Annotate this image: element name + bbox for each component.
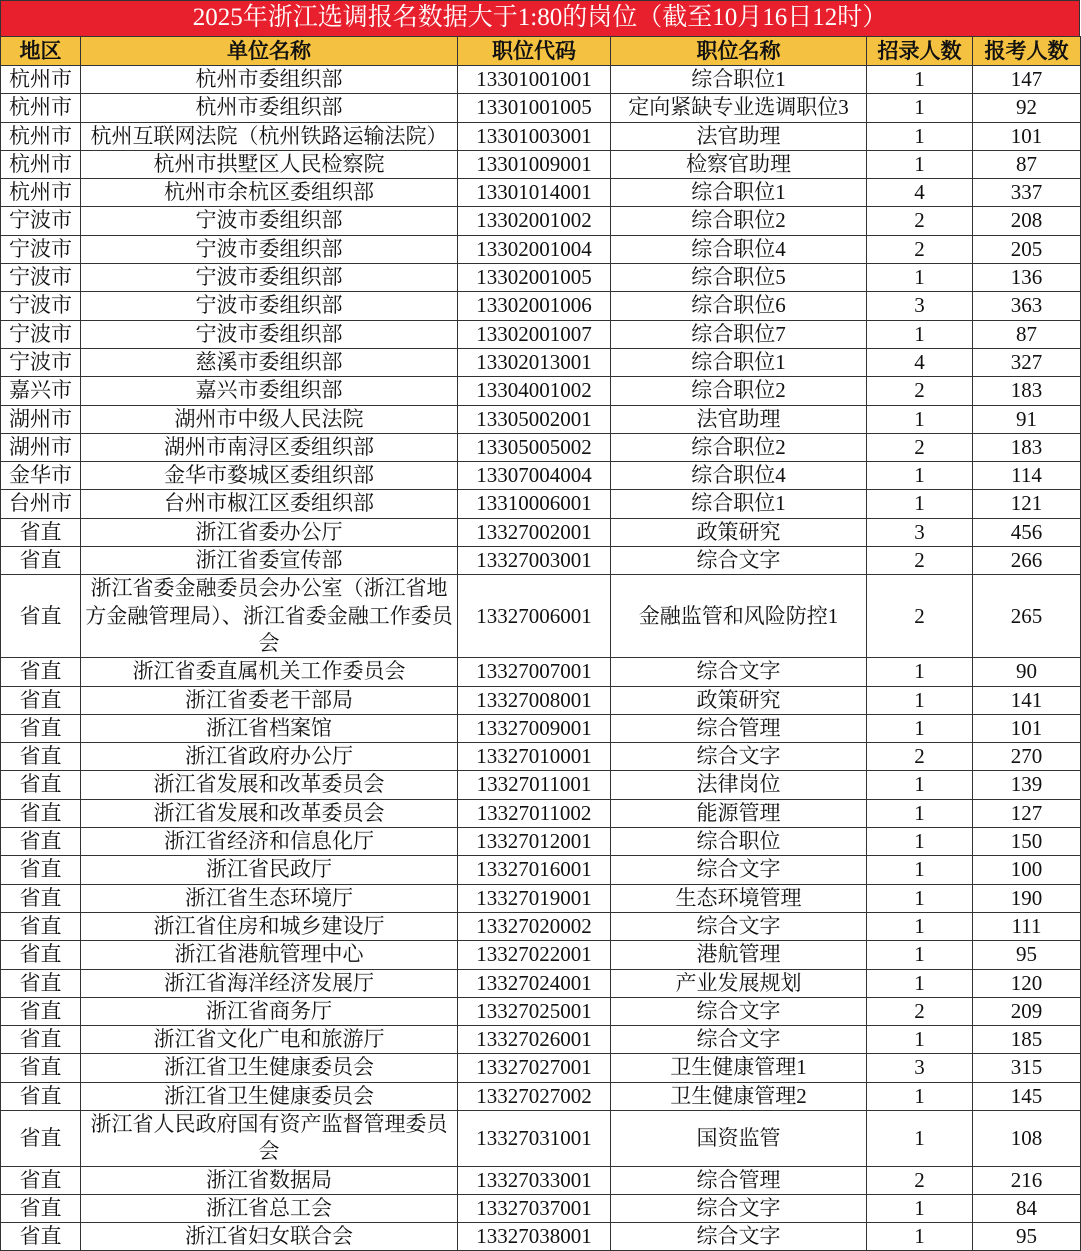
cell-region: 省直 <box>1 1026 81 1054</box>
cell-applicants: 91 <box>973 405 1081 433</box>
cell-position: 法官助理 <box>611 122 867 150</box>
cell-unit: 浙江省总工会 <box>81 1194 458 1222</box>
cell-code: 13327022001 <box>458 941 611 969</box>
cell-position: 法官助理 <box>611 405 867 433</box>
cell-position: 产业发展规划 <box>611 969 867 997</box>
cell-applicants: 121 <box>973 490 1081 518</box>
table-row <box>1 575 1081 658</box>
table-row <box>1 150 1081 178</box>
cell-code: 13327011002 <box>458 799 611 827</box>
cell-quota: 1 <box>867 1082 973 1110</box>
cell-position: 综合职位1 <box>611 66 867 94</box>
cell-quota: 1 <box>867 462 973 490</box>
header-position: 职位名称 <box>611 37 867 66</box>
cell-position: 综合文字 <box>611 547 867 575</box>
table-row <box>1 490 1081 518</box>
cell-applicants: 205 <box>973 235 1081 263</box>
cell-quota: 1 <box>867 150 973 178</box>
cell-unit: 浙江省妇女联合会 <box>81 1223 458 1251</box>
cell-region: 省直 <box>1 828 81 856</box>
cell-quota: 2 <box>867 235 973 263</box>
cell-region: 省直 <box>1 1082 81 1110</box>
table-row <box>1 264 1081 292</box>
cell-code: 13307004004 <box>458 462 611 490</box>
cell-quota: 1 <box>867 828 973 856</box>
cell-applicants: 92 <box>973 94 1081 122</box>
cell-unit: 浙江省政府办公厅 <box>81 743 458 771</box>
cell-quota: 1 <box>867 714 973 742</box>
cell-applicants: 150 <box>973 828 1081 856</box>
cell-region: 省直 <box>1 743 81 771</box>
cell-quota: 1 <box>867 941 973 969</box>
cell-code: 13327008001 <box>458 686 611 714</box>
cell-unit: 慈溪市委组织部 <box>81 348 458 376</box>
cell-unit: 浙江省委老干部局 <box>81 686 458 714</box>
table-row <box>1 94 1081 122</box>
cell-applicants: 270 <box>973 743 1081 771</box>
cell-quota: 1 <box>867 405 973 433</box>
cell-quota: 3 <box>867 518 973 546</box>
table-row <box>1 884 1081 912</box>
cell-applicants: 84 <box>973 1194 1081 1222</box>
cell-unit: 浙江省卫生健康委员会 <box>81 1054 458 1082</box>
cell-code: 13301001005 <box>458 94 611 122</box>
cell-quota: 1 <box>867 969 973 997</box>
cell-applicants: 100 <box>973 856 1081 884</box>
cell-quota: 1 <box>867 320 973 348</box>
cell-quota: 3 <box>867 1054 973 1082</box>
cell-position: 港航管理 <box>611 941 867 969</box>
cell-unit: 浙江省发展和改革委员会 <box>81 771 458 799</box>
cell-code: 13305005002 <box>458 433 611 461</box>
cell-applicants: 216 <box>973 1166 1081 1194</box>
cell-applicants: 190 <box>973 884 1081 912</box>
cell-quota: 1 <box>867 771 973 799</box>
cell-region: 省直 <box>1 686 81 714</box>
cell-quota: 2 <box>867 743 973 771</box>
cell-position: 卫生健康管理2 <box>611 1082 867 1110</box>
cell-region: 杭州市 <box>1 122 81 150</box>
header-code: 职位代码 <box>458 37 611 66</box>
table-row <box>1 462 1081 490</box>
cell-applicants: 95 <box>973 941 1081 969</box>
cell-position: 能源管理 <box>611 799 867 827</box>
cell-quota: 1 <box>867 1194 973 1222</box>
cell-position: 金融监管和风险防控1 <box>611 575 867 658</box>
cell-quota: 1 <box>867 1223 973 1251</box>
cell-code: 13327012001 <box>458 828 611 856</box>
cell-region: 宁波市 <box>1 292 81 320</box>
cell-position: 综合文字 <box>611 743 867 771</box>
cell-unit: 浙江省生态环境厅 <box>81 884 458 912</box>
cell-region: 省直 <box>1 941 81 969</box>
cell-quota: 1 <box>867 1110 973 1166</box>
table-row <box>1 997 1081 1025</box>
cell-code: 13327016001 <box>458 856 611 884</box>
cell-position: 综合职位4 <box>611 462 867 490</box>
cell-unit: 宁波市委组织部 <box>81 235 458 263</box>
table-row <box>1 518 1081 546</box>
cell-unit: 浙江省数据局 <box>81 1166 458 1194</box>
cell-code: 13310006001 <box>458 490 611 518</box>
table-row <box>1 799 1081 827</box>
cell-unit: 宁波市委组织部 <box>81 264 458 292</box>
table-row <box>1 1026 1081 1054</box>
cell-quota: 4 <box>867 179 973 207</box>
table-row <box>1 941 1081 969</box>
cell-unit: 浙江省委办公厅 <box>81 518 458 546</box>
cell-region: 省直 <box>1 969 81 997</box>
cell-position: 综合职位4 <box>611 235 867 263</box>
cell-applicants: 185 <box>973 1026 1081 1054</box>
table-row <box>1 714 1081 742</box>
cell-quota: 1 <box>867 1026 973 1054</box>
cell-position: 综合职位2 <box>611 377 867 405</box>
cell-unit: 杭州互联网法院（杭州铁路运输法院） <box>81 122 458 150</box>
cell-code: 13327009001 <box>458 714 611 742</box>
cell-applicants: 101 <box>973 122 1081 150</box>
cell-position: 法律岗位 <box>611 771 867 799</box>
cell-code: 13327006001 <box>458 575 611 658</box>
table-row <box>1 856 1081 884</box>
cell-unit: 浙江省发展和改革委员会 <box>81 799 458 827</box>
cell-position: 政策研究 <box>611 518 867 546</box>
cell-region: 省直 <box>1 575 81 658</box>
cell-applicants: 95 <box>973 1223 1081 1251</box>
table-row <box>1 405 1081 433</box>
cell-position: 综合职位7 <box>611 320 867 348</box>
table-row <box>1 1166 1081 1194</box>
cell-region: 金华市 <box>1 462 81 490</box>
cell-code: 13301001001 <box>458 66 611 94</box>
cell-applicants: 101 <box>973 714 1081 742</box>
cell-applicants: 136 <box>973 264 1081 292</box>
header-quota: 招录人数 <box>867 37 973 66</box>
cell-unit: 浙江省港航管理中心 <box>81 941 458 969</box>
cell-unit: 台州市椒江区委组织部 <box>81 490 458 518</box>
cell-unit: 浙江省住房和城乡建设厅 <box>81 912 458 940</box>
cell-region: 湖州市 <box>1 433 81 461</box>
cell-code: 13301003001 <box>458 122 611 150</box>
cell-applicants: 363 <box>973 292 1081 320</box>
cell-quota: 2 <box>867 575 973 658</box>
cell-quota: 2 <box>867 547 973 575</box>
cell-quota: 4 <box>867 348 973 376</box>
cell-region: 省直 <box>1 884 81 912</box>
table-row <box>1 743 1081 771</box>
cell-quota: 1 <box>867 122 973 150</box>
cell-quota: 2 <box>867 207 973 235</box>
cell-code: 13327025001 <box>458 997 611 1025</box>
cell-code: 13302013001 <box>458 348 611 376</box>
cell-region: 宁波市 <box>1 235 81 263</box>
cell-unit: 浙江省海洋经济发展厅 <box>81 969 458 997</box>
table-row <box>1 320 1081 348</box>
cell-unit: 杭州市拱墅区人民检察院 <box>81 150 458 178</box>
data-table <box>0 36 1081 1251</box>
cell-code: 13327019001 <box>458 884 611 912</box>
cell-code: 13301014001 <box>458 179 611 207</box>
cell-applicants: 90 <box>973 658 1081 686</box>
cell-code: 13327026001 <box>458 1026 611 1054</box>
cell-applicants: 120 <box>973 969 1081 997</box>
cell-region: 省直 <box>1 1166 81 1194</box>
cell-code: 13301009001 <box>458 150 611 178</box>
cell-position: 综合职位2 <box>611 433 867 461</box>
cell-applicants: 327 <box>973 348 1081 376</box>
table-row <box>1 686 1081 714</box>
cell-position: 综合职位2 <box>611 207 867 235</box>
cell-region: 杭州市 <box>1 150 81 178</box>
cell-code: 13327010001 <box>458 743 611 771</box>
cell-unit: 浙江省文化广电和旅游厅 <box>81 1026 458 1054</box>
cell-position: 国资监管 <box>611 1110 867 1166</box>
cell-code: 13327024001 <box>458 969 611 997</box>
cell-applicants: 87 <box>973 320 1081 348</box>
cell-position: 综合管理 <box>611 1166 867 1194</box>
cell-quota: 1 <box>867 490 973 518</box>
cell-region: 省直 <box>1 856 81 884</box>
cell-quota: 2 <box>867 997 973 1025</box>
cell-unit: 浙江省人民政府国有资产监督管理委员会 <box>81 1110 458 1166</box>
table-header <box>1 37 1081 66</box>
cell-quota: 2 <box>867 1166 973 1194</box>
cell-code: 13327003001 <box>458 547 611 575</box>
cell-quota: 1 <box>867 686 973 714</box>
cell-region: 湖州市 <box>1 405 81 433</box>
cell-region: 宁波市 <box>1 348 81 376</box>
cell-code: 13327038001 <box>458 1223 611 1251</box>
table-row <box>1 1223 1081 1251</box>
cell-applicants: 147 <box>973 66 1081 94</box>
cell-position: 卫生健康管理1 <box>611 1054 867 1082</box>
cell-unit: 浙江省委金融委员会办公室（浙江省地方金融管理局）、浙江省委金融工作委员会 <box>81 575 458 658</box>
cell-unit: 浙江省民政厅 <box>81 856 458 884</box>
cell-code: 13327027002 <box>458 1082 611 1110</box>
table-row <box>1 1082 1081 1110</box>
table-row <box>1 66 1081 94</box>
cell-position: 综合文字 <box>611 1194 867 1222</box>
cell-applicants: 266 <box>973 547 1081 575</box>
table-row <box>1 658 1081 686</box>
cell-position: 综合职位 <box>611 828 867 856</box>
cell-region: 宁波市 <box>1 320 81 348</box>
table-row <box>1 969 1081 997</box>
cell-applicants: 337 <box>973 179 1081 207</box>
table-row <box>1 179 1081 207</box>
cell-applicants: 108 <box>973 1110 1081 1166</box>
cell-applicants: 114 <box>973 462 1081 490</box>
cell-position: 综合职位1 <box>611 348 867 376</box>
cell-code: 13327037001 <box>458 1194 611 1222</box>
cell-quota: 1 <box>867 884 973 912</box>
cell-applicants: 139 <box>973 771 1081 799</box>
cell-position: 生态环境管理 <box>611 884 867 912</box>
cell-position: 检察官助理 <box>611 150 867 178</box>
table-row <box>1 207 1081 235</box>
cell-quota: 1 <box>867 799 973 827</box>
cell-code: 13302001007 <box>458 320 611 348</box>
cell-unit: 宁波市委组织部 <box>81 292 458 320</box>
cell-region: 台州市 <box>1 490 81 518</box>
cell-region: 杭州市 <box>1 94 81 122</box>
table-row <box>1 377 1081 405</box>
cell-region: 省直 <box>1 658 81 686</box>
cell-code: 13327031001 <box>458 1110 611 1166</box>
cell-region: 省直 <box>1 547 81 575</box>
cell-position: 综合文字 <box>611 658 867 686</box>
cell-unit: 浙江省档案馆 <box>81 714 458 742</box>
cell-region: 杭州市 <box>1 66 81 94</box>
cell-code: 13327002001 <box>458 518 611 546</box>
cell-unit: 浙江省委宣传部 <box>81 547 458 575</box>
cell-unit: 浙江省经济和信息化厅 <box>81 828 458 856</box>
cell-position: 综合职位5 <box>611 264 867 292</box>
header-row <box>1 37 1081 66</box>
cell-unit: 浙江省委直属机关工作委员会 <box>81 658 458 686</box>
cell-code: 13302001006 <box>458 292 611 320</box>
cell-applicants: 145 <box>973 1082 1081 1110</box>
cell-region: 省直 <box>1 1194 81 1222</box>
header-applicants: 报考人数 <box>973 37 1081 66</box>
cell-code: 13327020002 <box>458 912 611 940</box>
cell-applicants: 111 <box>973 912 1081 940</box>
cell-unit: 湖州市南浔区委组织部 <box>81 433 458 461</box>
cell-unit: 宁波市委组织部 <box>81 320 458 348</box>
cell-position: 综合职位6 <box>611 292 867 320</box>
cell-position: 定向紧缺专业选调职位3 <box>611 94 867 122</box>
cell-position: 综合职位1 <box>611 490 867 518</box>
cell-region: 宁波市 <box>1 207 81 235</box>
table-row <box>1 1194 1081 1222</box>
cell-code: 13302001002 <box>458 207 611 235</box>
table-row <box>1 547 1081 575</box>
cell-code: 13304001002 <box>458 377 611 405</box>
cell-region: 嘉兴市 <box>1 377 81 405</box>
cell-region: 省直 <box>1 1110 81 1166</box>
table-row <box>1 1110 1081 1166</box>
cell-unit: 嘉兴市委组织部 <box>81 377 458 405</box>
cell-unit: 湖州市中级人民法院 <box>81 405 458 433</box>
cell-code: 13305002001 <box>458 405 611 433</box>
cell-quota: 3 <box>867 292 973 320</box>
cell-applicants: 127 <box>973 799 1081 827</box>
cell-position: 综合文字 <box>611 997 867 1025</box>
cell-applicants: 87 <box>973 150 1081 178</box>
cell-region: 省直 <box>1 799 81 827</box>
cell-position: 综合文字 <box>611 856 867 884</box>
cell-region: 省直 <box>1 1223 81 1251</box>
cell-applicants: 141 <box>973 686 1081 714</box>
cell-quota: 1 <box>867 856 973 884</box>
cell-code: 13302001005 <box>458 264 611 292</box>
table-row <box>1 828 1081 856</box>
header-unit: 单位名称 <box>81 37 458 66</box>
cell-quota: 2 <box>867 377 973 405</box>
cell-quota: 2 <box>867 433 973 461</box>
cell-applicants: 183 <box>973 377 1081 405</box>
cell-code: 13327007001 <box>458 658 611 686</box>
cell-unit: 宁波市委组织部 <box>81 207 458 235</box>
cell-code: 13327027001 <box>458 1054 611 1082</box>
cell-quota: 1 <box>867 94 973 122</box>
cell-region: 宁波市 <box>1 264 81 292</box>
cell-unit: 杭州市余杭区委组织部 <box>81 179 458 207</box>
cell-region: 省直 <box>1 518 81 546</box>
cell-code: 13327011001 <box>458 771 611 799</box>
cell-applicants: 315 <box>973 1054 1081 1082</box>
table-body <box>1 66 1081 1251</box>
cell-position: 综合文字 <box>611 1026 867 1054</box>
cell-code: 13302001004 <box>458 235 611 263</box>
cell-unit: 浙江省商务厅 <box>81 997 458 1025</box>
cell-region: 省直 <box>1 714 81 742</box>
cell-applicants: 183 <box>973 433 1081 461</box>
table-row <box>1 122 1081 150</box>
cell-region: 省直 <box>1 771 81 799</box>
cell-region: 省直 <box>1 1054 81 1082</box>
table-title: 2025年浙江选调报名数据大于1:80的岗位（截至10月16日12时） <box>0 0 1080 36</box>
table-row <box>1 292 1081 320</box>
cell-region: 省直 <box>1 997 81 1025</box>
cell-quota: 1 <box>867 66 973 94</box>
cell-position: 综合文字 <box>611 1223 867 1251</box>
table-row <box>1 1054 1081 1082</box>
cell-position: 政策研究 <box>611 686 867 714</box>
header-region: 地区 <box>1 37 81 66</box>
table-row <box>1 235 1081 263</box>
cell-position: 综合管理 <box>611 714 867 742</box>
cell-applicants: 208 <box>973 207 1081 235</box>
cell-unit: 杭州市委组织部 <box>81 66 458 94</box>
table-row <box>1 348 1081 376</box>
cell-position: 综合文字 <box>611 912 867 940</box>
cell-applicants: 456 <box>973 518 1081 546</box>
cell-applicants: 209 <box>973 997 1081 1025</box>
cell-quota: 1 <box>867 912 973 940</box>
cell-region: 省直 <box>1 912 81 940</box>
cell-unit: 杭州市委组织部 <box>81 94 458 122</box>
table-row <box>1 912 1081 940</box>
cell-unit: 浙江省卫生健康委员会 <box>81 1082 458 1110</box>
table-row <box>1 771 1081 799</box>
table-row <box>1 433 1081 461</box>
cell-code: 13327033001 <box>458 1166 611 1194</box>
cell-position: 综合职位1 <box>611 179 867 207</box>
cell-quota: 1 <box>867 264 973 292</box>
cell-applicants: 265 <box>973 575 1081 658</box>
cell-quota: 1 <box>867 658 973 686</box>
cell-region: 杭州市 <box>1 179 81 207</box>
cell-unit: 金华市婺城区委组织部 <box>81 462 458 490</box>
